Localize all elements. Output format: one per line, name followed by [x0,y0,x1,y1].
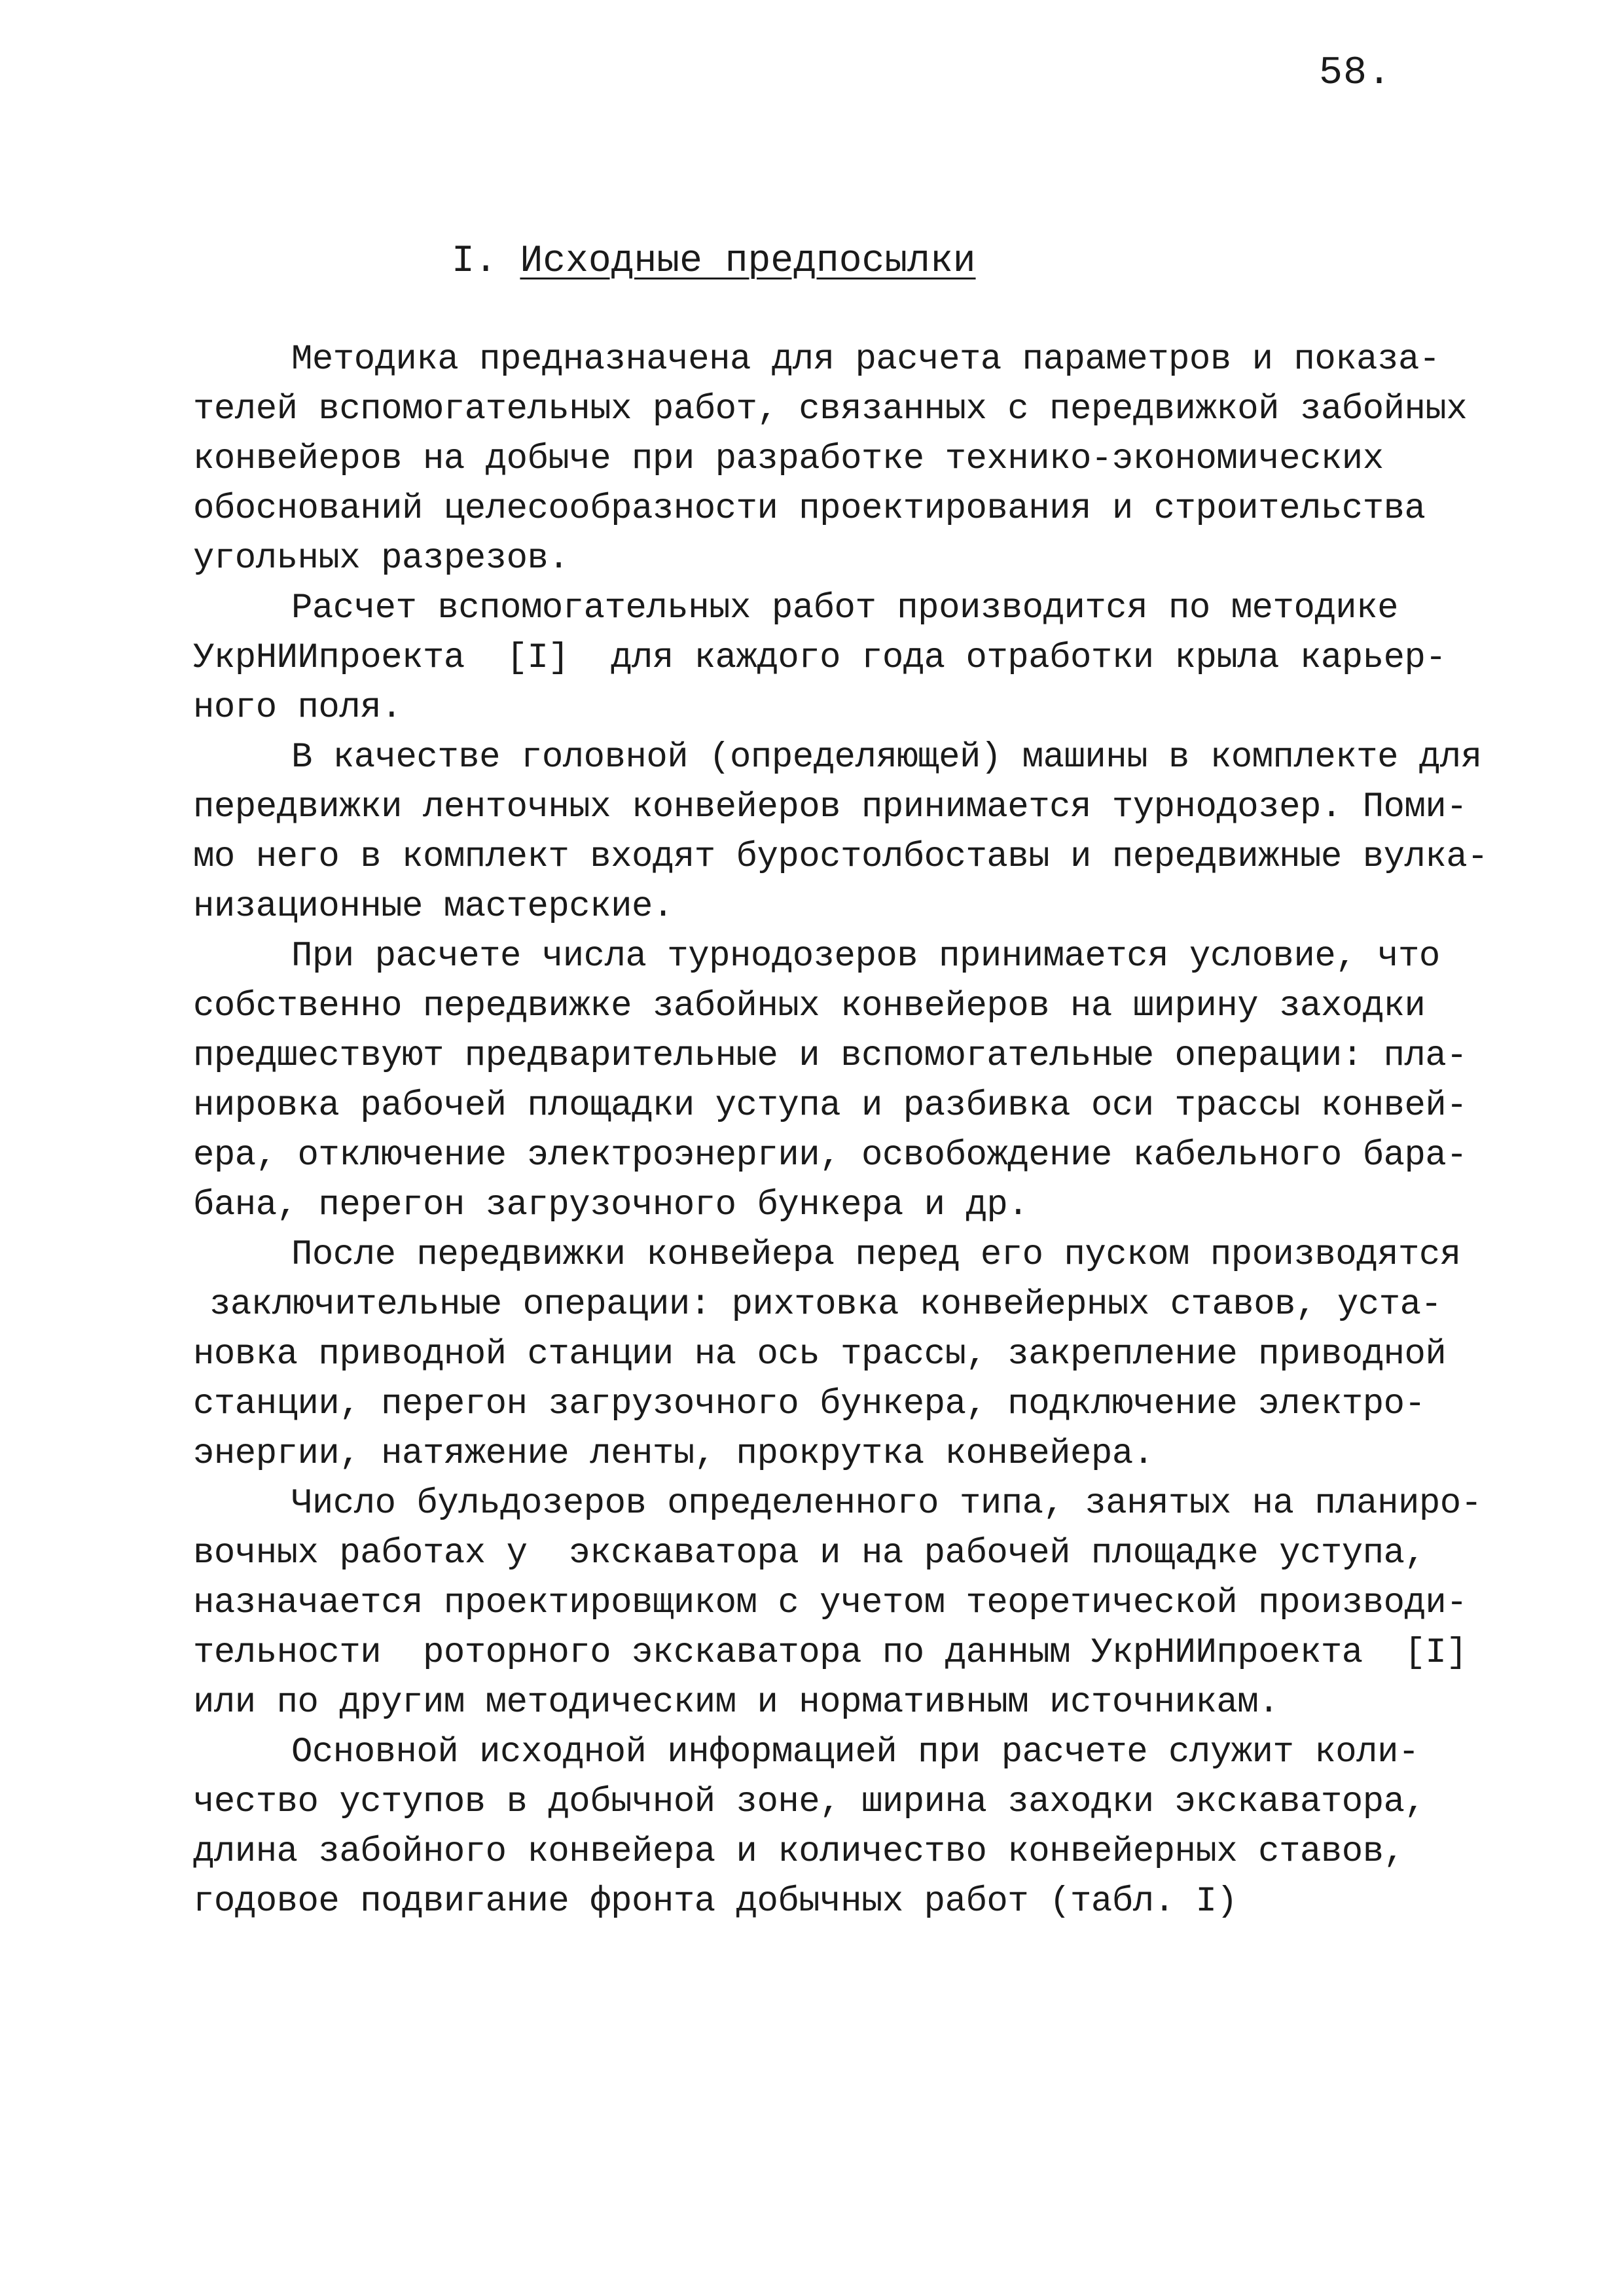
text-line: новка приводной станции на ось трассы, закрепление приводной [193,1335,1447,1374]
text-line: передвижки ленточных конвейеров принимается турнодозер. Поми- [193,787,1468,827]
text-line: обоснований целесообразности проектирования и строительства [193,489,1426,529]
text-line: В качестве головной (определяющей) машины в комплекте для [291,738,1482,778]
text-line: длина забойного конвейера и количество конвейерных ставов, [193,1832,1405,1872]
text-line: конвейеров на добыче при разработке технико-экономических [193,439,1384,479]
text-line: заключительные операции: рихтовка конвейерных ставов, уста- [209,1285,1442,1325]
text-line: угольных разрезов. [193,539,569,579]
page-number: 58. [1319,51,1392,96]
text-line: Методика предназначена для расчета параметров и показа- [291,340,1440,380]
text-line: После передвижки конвейера перед его пуском производятся [291,1235,1461,1275]
text-line: собственно передвижке забойных конвейеров на ширину заходки [193,986,1426,1026]
text-line: назначается проектировщиком с учетом теоретической производи- [193,1583,1468,1623]
text-line: предшествуют предварительные и вспомогательные операции: пла- [193,1036,1468,1076]
text-line: годовое подвигание фронта добычных работ (табл. I) [193,1882,1238,1922]
text-line: нировка рабочей площадки уступа и разбивка оси трассы конвей- [193,1086,1468,1126]
heading-title: Исходные предпосылки [520,240,976,283]
text-line: УкрНИИпроекта [I] для каждого года отработки крыла карьер- [193,638,1447,678]
text-line: Расчет вспомогательных работ производится по методике [291,588,1398,628]
text-line: Число бульдозеров определенного типа, занятых на планиро- [291,1484,1482,1524]
text-line: или по другим методическим и нормативным источникам. [193,1683,1280,1723]
text-line: вочных работах у экскаватора и на рабочей площадке уступа, [193,1534,1426,1573]
text-line: чество уступов в добычной зоне, ширина заходки экскаватора, [193,1782,1426,1822]
text-line: низационные мастерские. [193,887,674,927]
text-line: бана, перегон загрузочного бункера и др. [193,1185,1029,1225]
text-line: Основной исходной информацией при расчете служит коли- [291,1732,1419,1772]
heading-number: I. [452,240,497,283]
text-line: энергии, натяжение ленты, прокрутка конвейера. [193,1434,1154,1474]
text-line: станции, перегон загрузочного бункера, подключение электро- [193,1384,1426,1424]
text-line: ера, отключение электроэнергии, освобождение кабельного бара- [193,1136,1468,1175]
text-line: ного поля. [193,688,403,728]
text-line: При расчете числа турнодозеров принимается условие, что [291,937,1440,977]
text-line: тельности роторного экскаватора по данным УкрНИИпроекта [I] [193,1633,1468,1673]
section-heading [452,236,976,288]
text-line: мо него в комплект входят буростолбоставы и передвижные вулка- [193,837,1489,877]
text-line: телей вспомогательных работ, связанных с передвижкой забойных [193,389,1468,429]
